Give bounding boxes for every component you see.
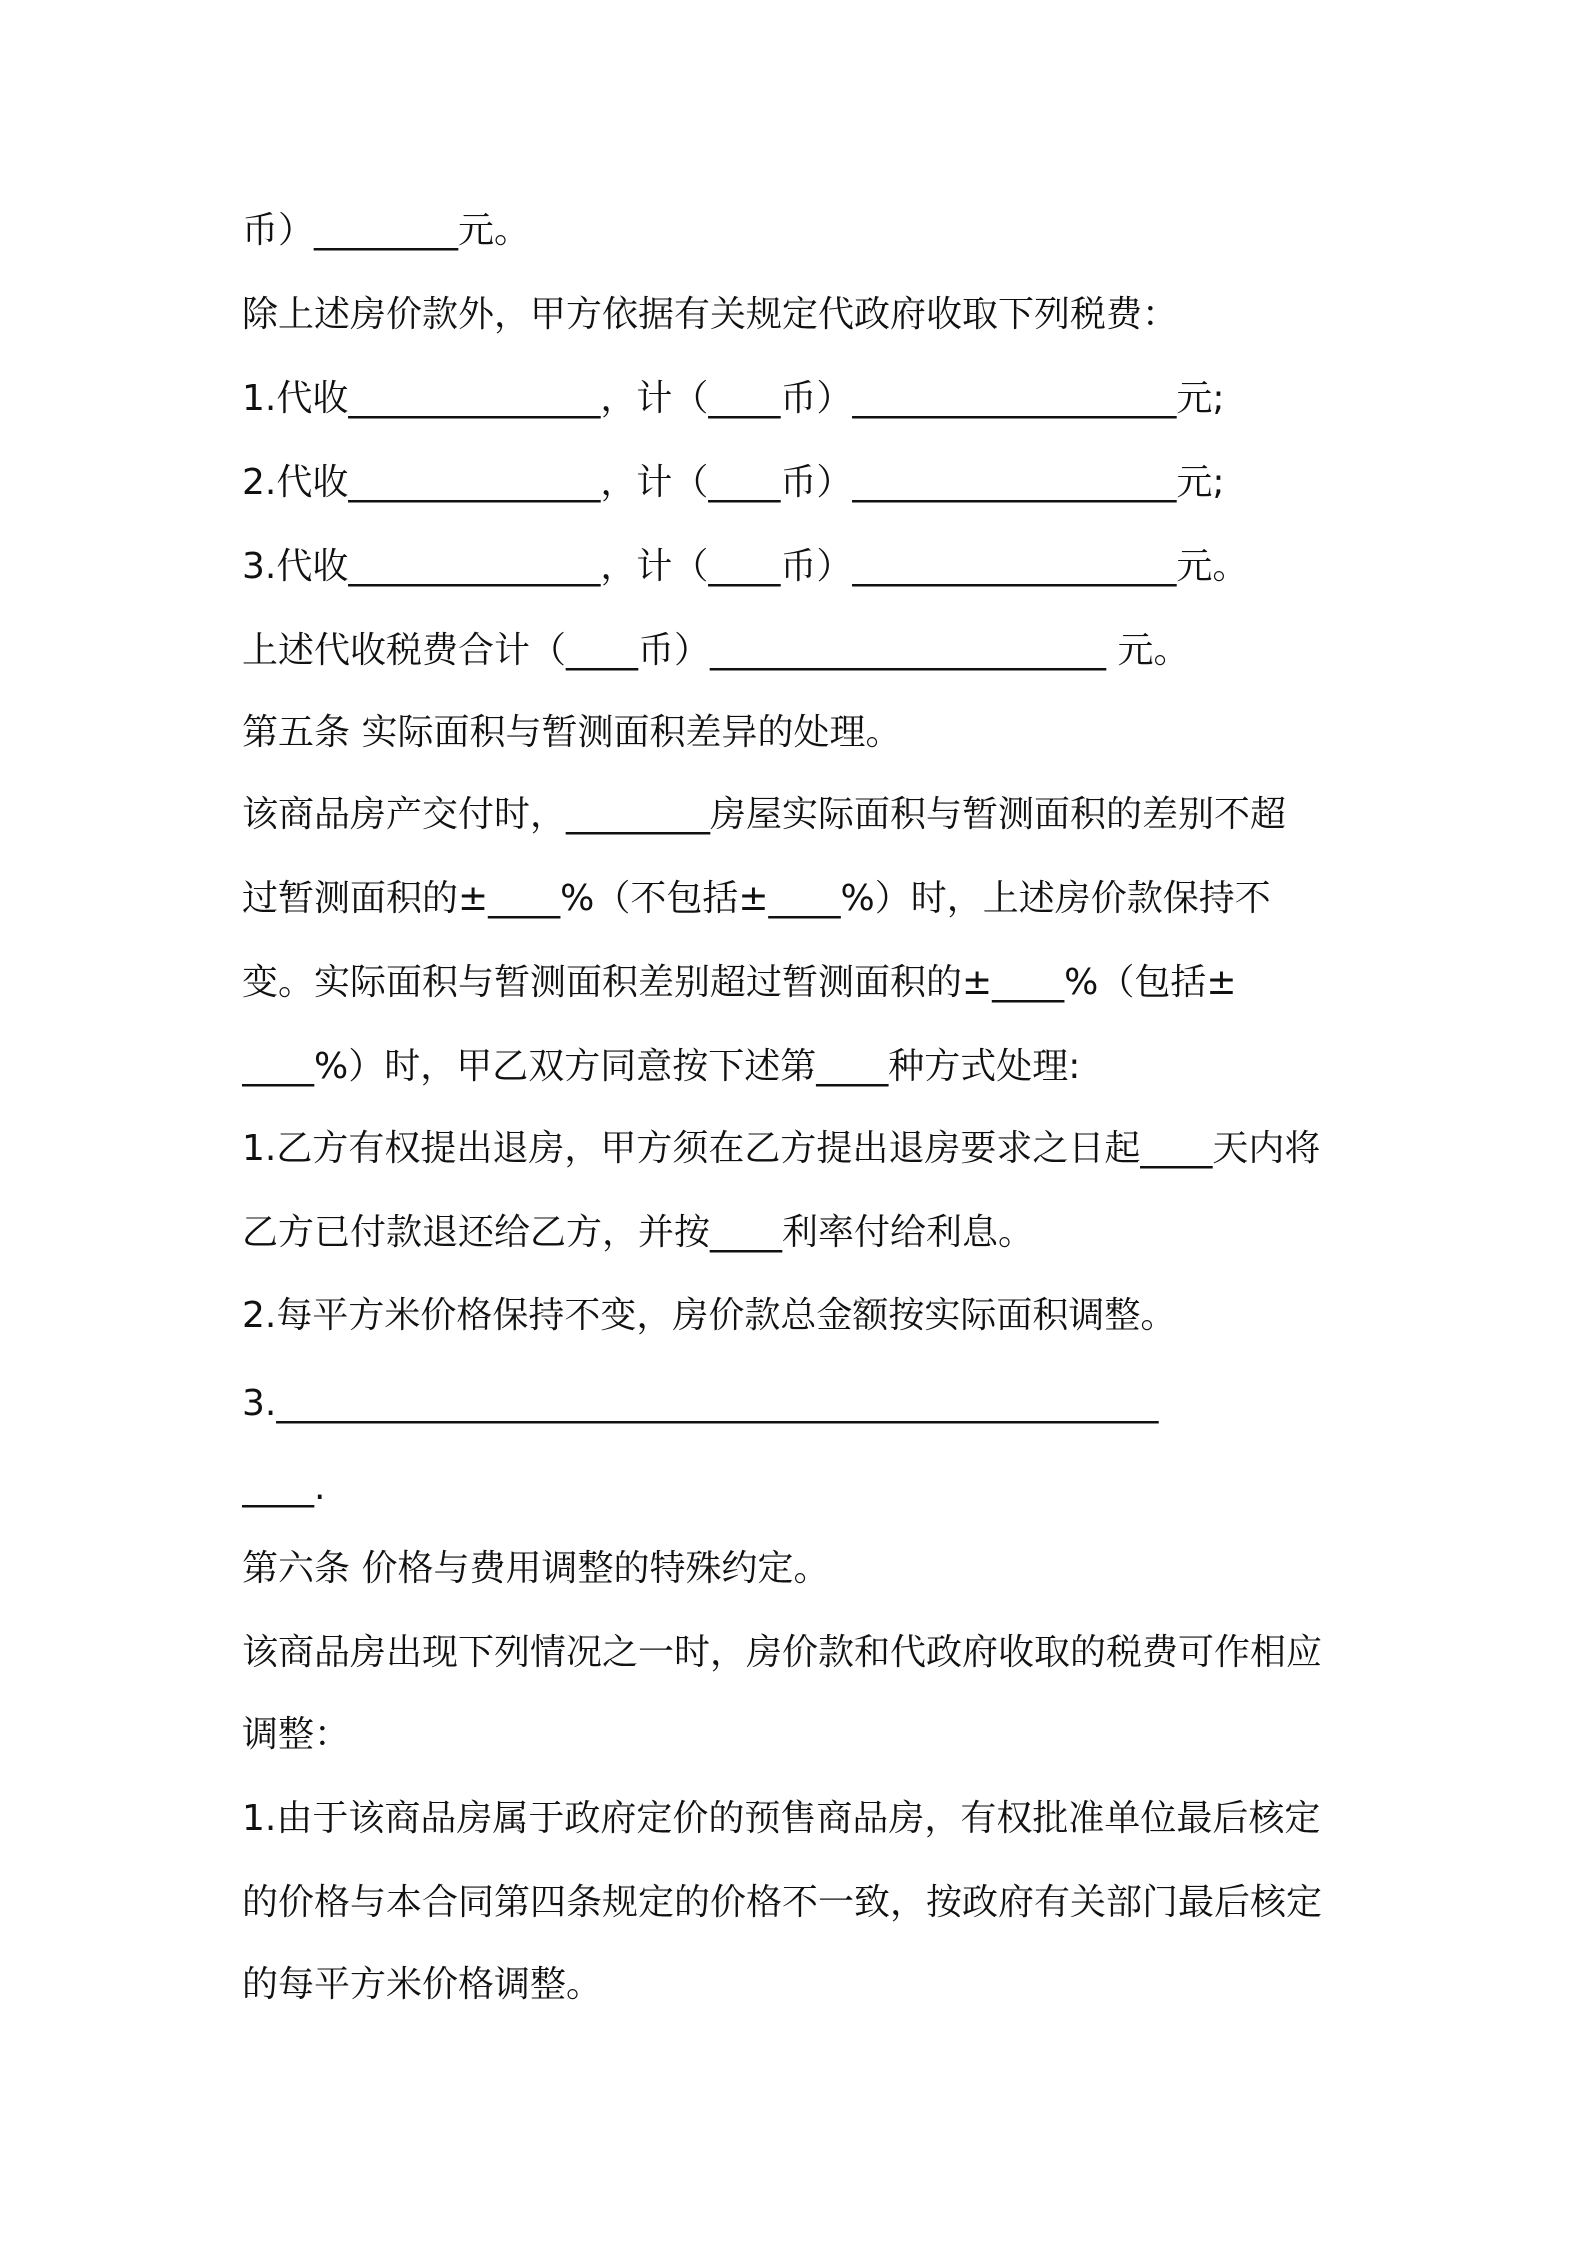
text-line: 的价格与本合同第四条规定的价格不一致，按政府有关部门最后核定 [242,1882,1323,1923]
text-line: ____. [242,1467,326,1508]
section-heading: 第五条 实际面积与暂测面积差异的处理。 [242,712,902,753]
text-line: 3.代收______________，计（____币）__________________元。 [242,546,1249,587]
text-line: 上述代收税费合计（____币）______________________ 元。 [242,630,1190,671]
text-line: 币）________元。 [242,210,531,251]
text-line: 该商品房出现下列情况之一时，房价款和代政府收取的税费可作相应 [242,1632,1323,1673]
text-line: ____%）时，甲乙双方同意按下述第____种方式处理: [242,1046,1081,1087]
text-line: 3._________________________________________________ [242,1383,1159,1424]
text-line: 1.乙方有权提出退房，甲方须在乙方提出退房要求之日起____天内将 [242,1128,1321,1169]
text-line: 1.由于该商品房属于政府定价的预售商品房，有权批准单位最后核定 [242,1798,1321,1839]
text-line: 2.代收______________，计（____币）__________________元; [242,462,1225,503]
text-line: 乙方已付款退还给乙方，并按____利率付给利息。 [242,1212,1035,1253]
text-line: 除上述房价款外，甲方依据有关规定代政府收取下列税费： [242,294,1179,335]
text-line: 调整： [242,1714,351,1755]
text-line: 该商品房产交付时，________房屋实际面积与暂测面积的差别不超 [242,794,1287,835]
text-line: 1.代收______________，计（____币）__________________元; [242,378,1225,419]
text-line: 的每平方米价格调整。 [242,1964,603,2005]
text-line: 2.每平方米价格保持不变，房价款总金额按实际面积调整。 [242,1295,1177,1336]
section-heading: 第六条 价格与费用调整的特殊约定。 [242,1548,830,1589]
text-line: 过暂测面积的±____%（不包括±____%）时，上述房价款保持不 [242,878,1271,919]
text-line: 变。实际面积与暂测面积差别超过暂测面积的±____%（包括± [242,962,1237,1003]
